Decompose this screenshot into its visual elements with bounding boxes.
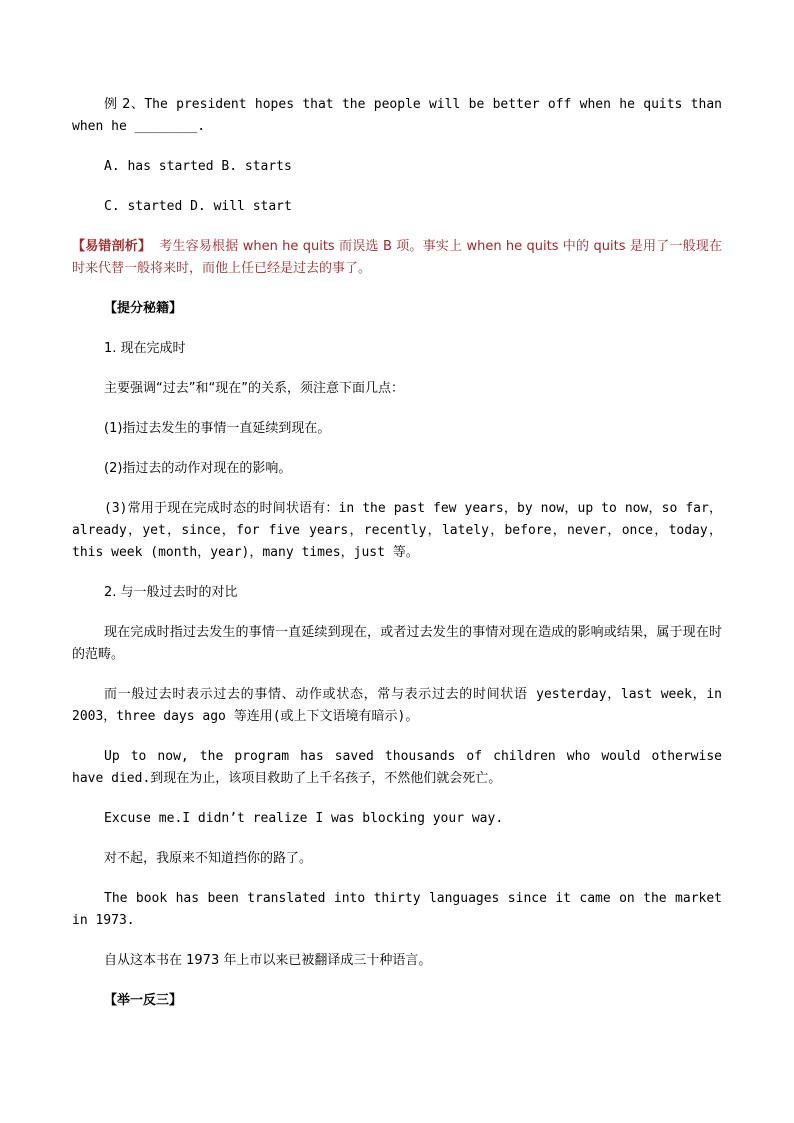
example-sentence-3-cn: 自从这本书在 1973 年上市以来已被翻译成三十种语言。 xyxy=(104,953,432,968)
example-sentence-2-en: Excuse me.I didn’t realize I was blocking your way. xyxy=(104,811,504,826)
example-2-options-cd: C. started D. will start xyxy=(104,199,292,214)
example-2-options-ab: A. has started B. starts xyxy=(104,159,292,174)
example-2-question xyxy=(72,94,722,138)
error-analysis xyxy=(72,236,722,280)
compare-paragraph-2: 而一般过去时表示过去的事情、动作或状态，常与表示过去的时间状语 yesterday，last week，in 2003，three days ago 等连用(或上下文语境有暗示)。 xyxy=(72,687,722,724)
point-1: (1)指过去发生的事情一直延续到现在。 xyxy=(104,421,331,436)
example-2-text: The president hopes that the people will be better off when he quits than when he xyxy=(72,97,722,134)
example-2-text-end: . xyxy=(197,119,206,134)
tips-heading: 【提分秘籍】 xyxy=(104,301,183,316)
compare-paragraph-1: 现在完成时指过去发生的事情一直延续到现在，或者过去发生的事情对现在造成的影响或结果，属于现在时的范畴。 xyxy=(72,625,722,662)
section-2-title: 2. 与一般过去时的对比 xyxy=(104,585,238,600)
practice-heading: 【举一反三】 xyxy=(104,993,183,1008)
example-2-label: 例 2、 xyxy=(104,97,145,112)
document-page xyxy=(72,94,722,1012)
error-analysis-text: 考生容易根据 when he quits 而误选 B 项。事实上 when he quits 中的 quits 是用了一般现在时来代替一般将来时，而他上任已经是过去的事了。 xyxy=(72,239,722,276)
point-2: (2)指过去的动作对现在的影响。 xyxy=(104,461,292,476)
section-1-intro: 主要强调“过去”和“现在”的关系，须注意下面几点： xyxy=(104,381,404,396)
section-1-title: 1. 现在完成时 xyxy=(104,341,186,356)
point-3: (3)常用于现在完成时态的时间状语有：in the past few years，by now，up to now，so far，already，yet，since，for five years，recently，lately，before，never，once，today，this week (month，year)，many times，just 等。 xyxy=(72,501,722,560)
example-sentence-3-en: The book has been translated into thirty languages since it came on the market in 1973. xyxy=(72,891,722,928)
example-sentence-1: Up to now, the program has saved thousands of children who would otherwise have died.到现在为止，该项目救助了上千名孩子，不然他们就会死亡。 xyxy=(72,749,722,786)
example-sentence-2-cn: 对不起，我原来不知道挡你的路了。 xyxy=(104,851,313,866)
example-2-blank: ________ xyxy=(134,119,198,134)
error-analysis-heading: 【易错剖析】 xyxy=(72,239,152,254)
